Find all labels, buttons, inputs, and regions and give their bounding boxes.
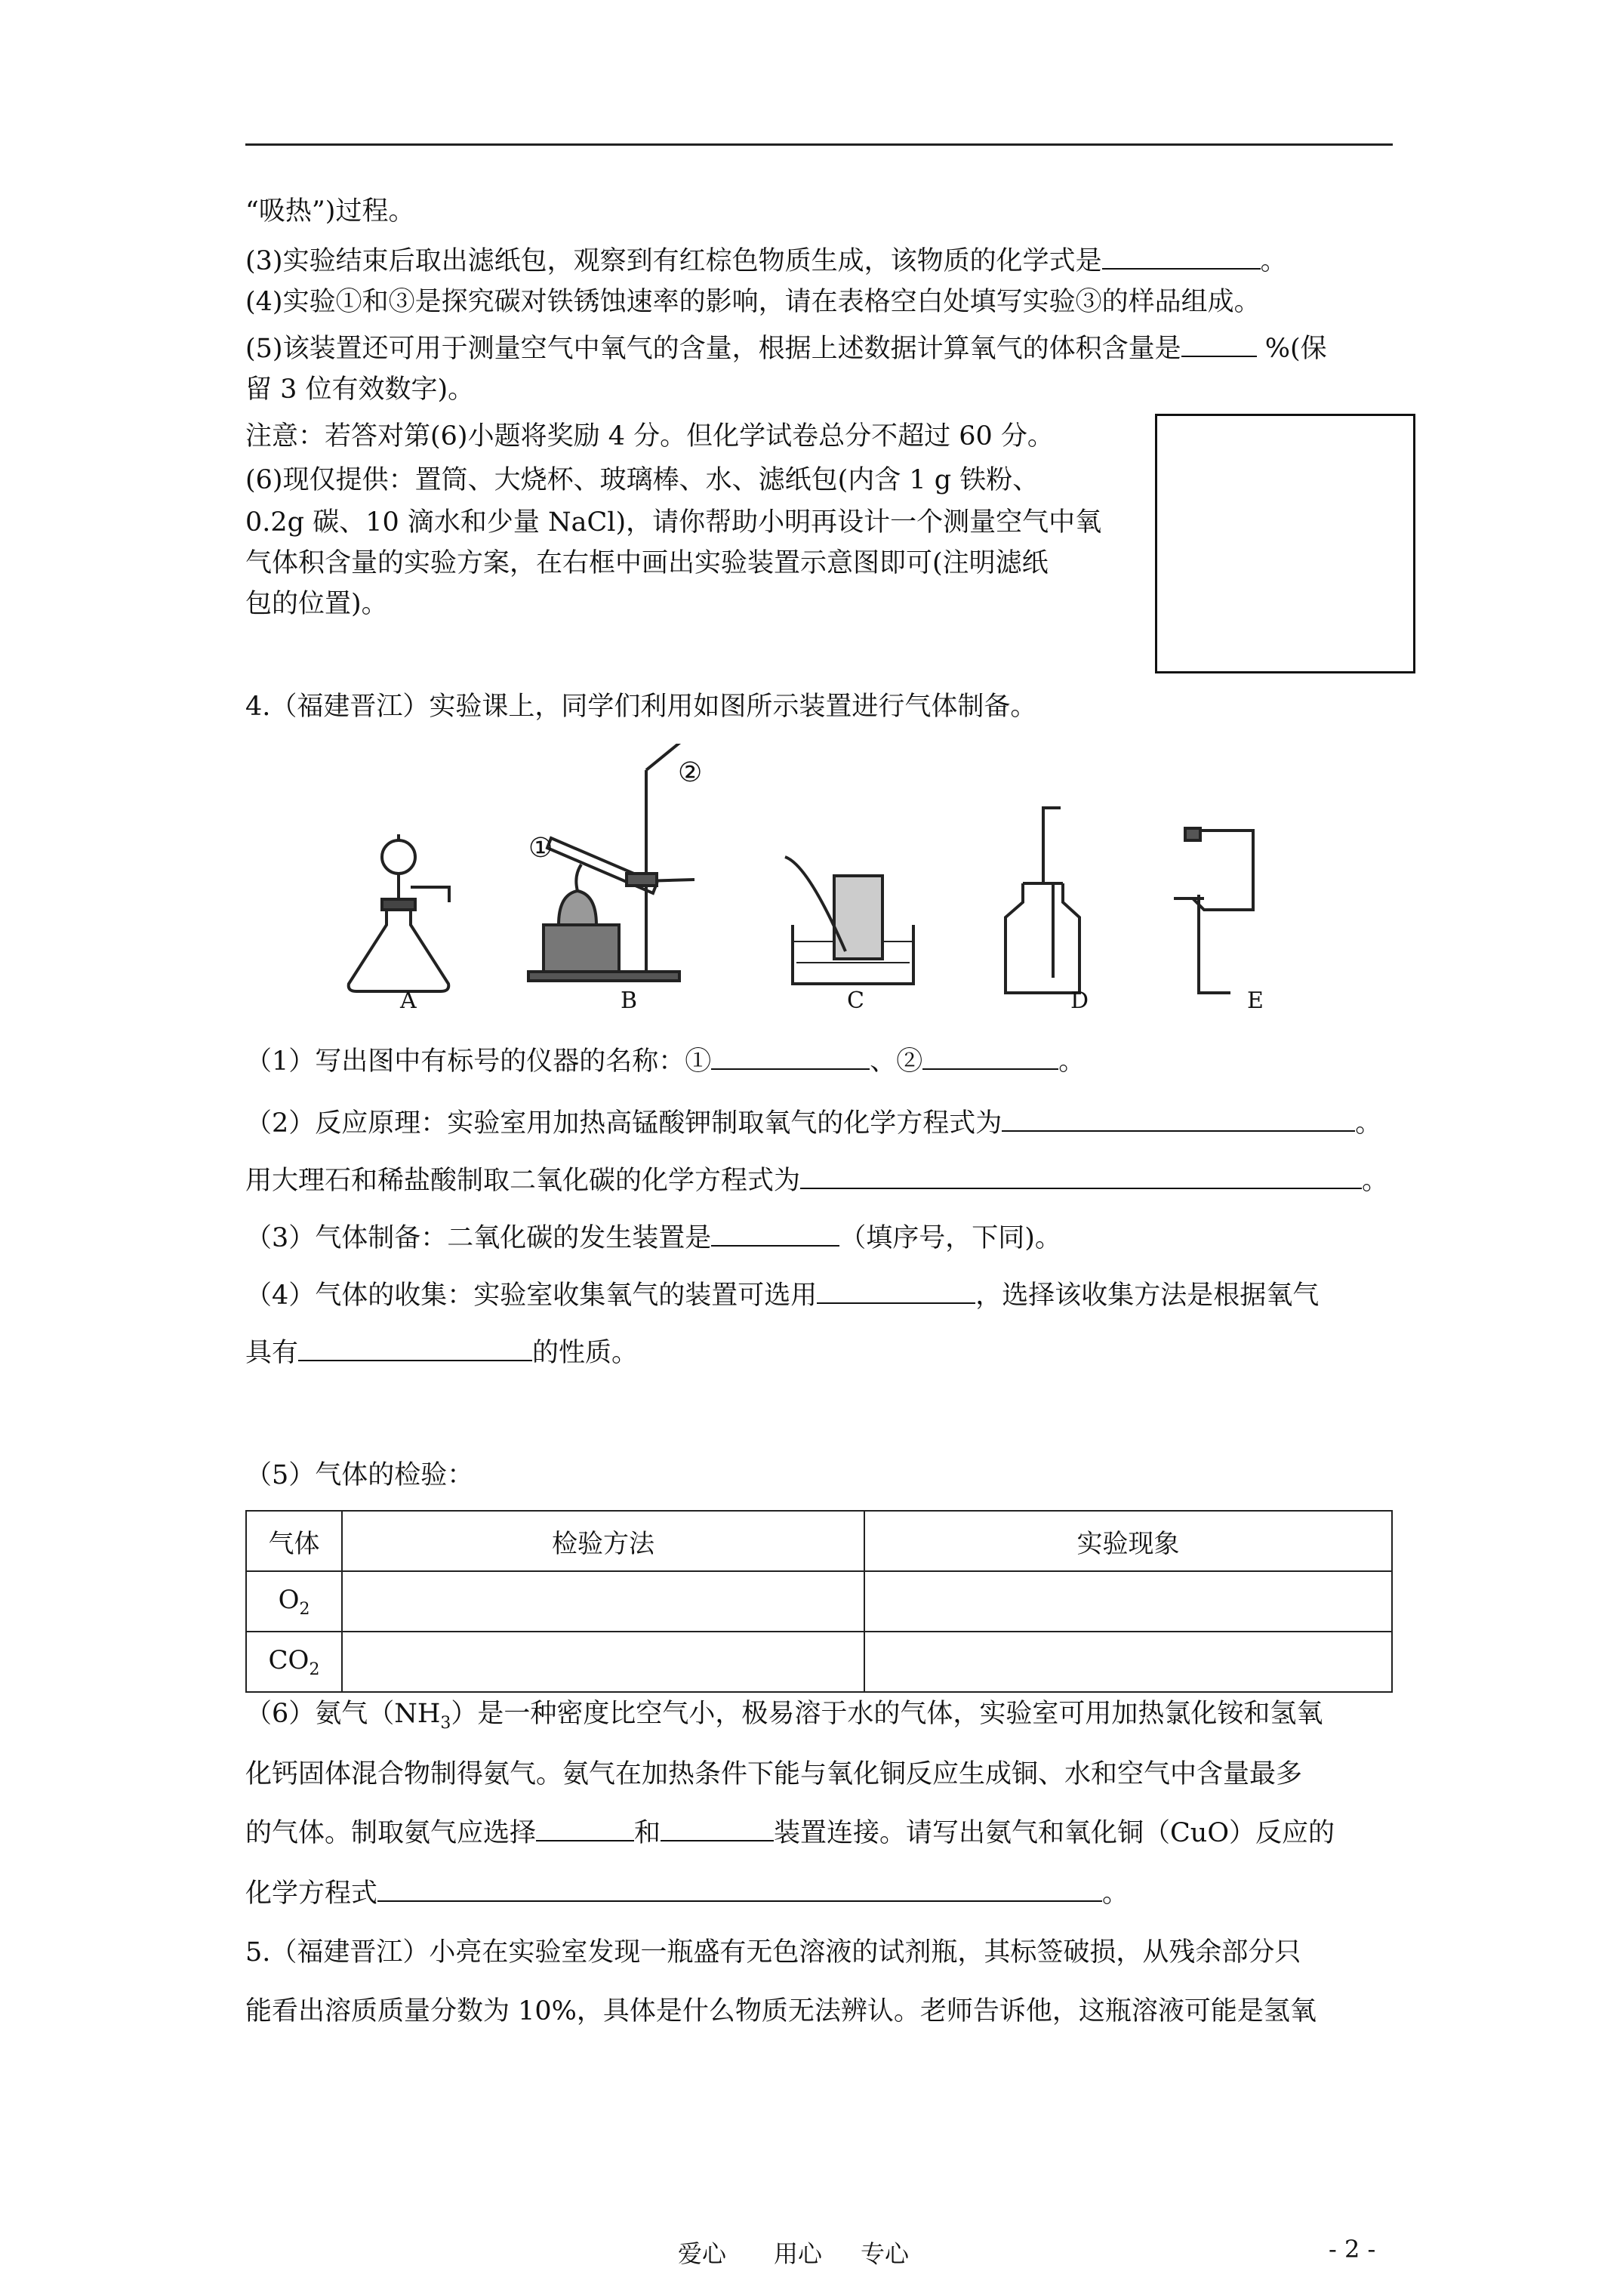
answer-blank[interactable] [711, 1222, 839, 1247]
answer-blank[interactable] [922, 1046, 1058, 1070]
text-line: 化钙固体混合物制得氨气。氨气在加热条件下能与氧化铜反应生成铜、水和空气中含量最多 [245, 1759, 1303, 1789]
answer-blank[interactable] [1102, 245, 1261, 270]
drawing-answer-box[interactable] [1155, 414, 1415, 673]
footer-motto-2: 用心 [774, 2239, 823, 2268]
question-4-6-equation [245, 1877, 1129, 1910]
text-line: 气体积含量的实验方案，在右框中画出实验装置示意图即可(注明滤纸 [245, 548, 1049, 578]
gas-cell [246, 1632, 342, 1692]
text-line: 包的位置)。 [245, 589, 388, 619]
text-span: %(保 [1264, 334, 1327, 364]
phenomenon-cell[interactable] [864, 1632, 1392, 1692]
text-span: 和 [634, 1818, 661, 1848]
text-span: ）是一种密度比空气小，极易溶于水的气体，实验室可用加热氯化铵和氢氧 [451, 1699, 1323, 1729]
answer-blank[interactable] [1002, 1108, 1355, 1132]
text-line: 留 3 位有效数字)。 [245, 374, 475, 405]
method-cell[interactable] [342, 1571, 864, 1632]
question-4-2-cont [245, 1164, 1388, 1197]
text-span: （6）氨气（NH [245, 1699, 441, 1729]
table-row [246, 1571, 1392, 1632]
gas-formula: CO [268, 1644, 310, 1675]
text-span: 、② [870, 1046, 923, 1077]
answer-blank[interactable] [800, 1165, 1362, 1189]
question-4-6 [245, 1697, 1323, 1740]
text-line: 0.2g 碳、10 滴水和少量 NaCl)，请你帮助小明再设计一个测量空气中氧 [245, 507, 1102, 538]
question-4-6-cont [245, 1817, 1335, 1850]
apparatus-c-trough [785, 857, 913, 984]
subscript: 3 [440, 1714, 451, 1733]
answer-blank[interactable] [661, 1817, 774, 1841]
question-3-3 [245, 245, 1287, 278]
apparatus-a-flask [349, 834, 449, 991]
table-row [246, 1632, 1392, 1692]
text-span: （填序号，下同)。 [839, 1223, 1061, 1253]
page-number: - 2 - [1329, 2235, 1376, 2264]
answer-blank[interactable] [536, 1817, 634, 1841]
phenomenon-cell[interactable] [864, 1571, 1392, 1632]
text-span: 化学方程式 [245, 1878, 378, 1909]
answer-blank[interactable] [377, 1878, 1102, 1902]
gas-test-table [245, 1510, 1393, 1693]
text-span: 的气体。制取氨气应选择 [245, 1818, 537, 1848]
subscript: 2 [309, 1660, 320, 1679]
figure-label-a: A [400, 988, 417, 1014]
figure-label-c: C [847, 988, 864, 1014]
text-line: 能看出溶质质量分数为 10%，具体是什么物质无法辨认。老师告诉他，这瓶溶液可能是氢氧 [245, 1996, 1317, 2026]
header-rule [245, 143, 1393, 146]
gas-cell [246, 1571, 342, 1632]
apparatus-figure [317, 744, 1298, 1019]
subscript: 2 [299, 1599, 310, 1619]
question-4-title: 4.（福建晋江）实验课上，同学们利用如图所示装置进行气体制备。 [245, 692, 1037, 722]
question-4-4 [245, 1279, 1319, 1312]
bonus-note: 注意：若答对第(6)小题将奖励 4 分。但化学试卷总分不超过 60 分。 [245, 421, 1054, 451]
text-span: 装置连接。请写出氨气和氧化铜（CuO）反应的 [774, 1818, 1335, 1848]
apparatus-b-heating [528, 744, 694, 981]
text-span: 的性质。 [532, 1338, 639, 1368]
answer-blank[interactable] [298, 1337, 532, 1361]
text-span: （2）反应原理：实验室用加热高锰酸钾制取氧气的化学方程式为 [245, 1108, 1002, 1139]
table-header: 检验方法 [342, 1511, 864, 1571]
answer-blank[interactable] [1181, 333, 1257, 357]
question-4-5: （5）气体的检验： [245, 1460, 474, 1490]
footer-motto-3: 专心 [861, 2239, 910, 2268]
gas-formula: O [278, 1584, 300, 1615]
text-span: 。 [1102, 1878, 1129, 1909]
text-span: (3)实验结束后取出滤纸包，观察到有红棕色物质生成，该物质的化学式是 [245, 246, 1102, 276]
text-span: 。 [1058, 1046, 1086, 1077]
table-header: 实验现象 [864, 1511, 1392, 1571]
answer-blank[interactable] [817, 1280, 975, 1304]
figure-label-d: D [1070, 988, 1089, 1014]
question-3-5 [245, 332, 1327, 365]
question-3-6: (6)现仅提供：置筒、大烧杯、玻璃棒、水、滤纸包(内含 1 g 铁粉、 [245, 465, 1039, 495]
footer-motto-1: 爱心 [678, 2239, 727, 2268]
method-cell[interactable] [342, 1632, 864, 1692]
text-span: 具有 [245, 1338, 299, 1368]
text-span: 。 [1362, 1166, 1389, 1196]
table-header-row [246, 1511, 1392, 1571]
table-header: 气体 [246, 1511, 342, 1571]
marker-1: ① [528, 833, 553, 864]
figure-label-b: B [621, 988, 638, 1014]
text-span: （4）气体的收集：实验室收集氧气的装置可选用 [245, 1281, 818, 1311]
question-5: 5.（福建晋江）小亮在实验室发现一瓶盛有无色溶液的试剂瓶，其标签破损，从残余部分只 [245, 1937, 1301, 1968]
text-line: “吸热”)过程。 [245, 196, 415, 227]
answer-blank[interactable] [711, 1046, 870, 1070]
question-4-1 [245, 1045, 1085, 1078]
text-span: (5)该装置还可用于测量空气中氧气的含量，根据上述数据计算氧气的体积含量是 [245, 334, 1181, 364]
question-4-4-cont [245, 1336, 638, 1370]
marker-2: ② [678, 757, 703, 788]
figure-label-e: E [1247, 988, 1264, 1014]
text-span: 用大理石和稀盐酸制取二氧化碳的化学方程式为 [245, 1166, 801, 1196]
question-3-4: (4)实验①和③是探究碳对铁锈蚀速率的影响，请在表格空白处填写实验③的样品组成。 [245, 287, 1261, 317]
question-4-3 [245, 1222, 1061, 1255]
text-span: 。 [1355, 1108, 1382, 1139]
text-span: ，选择该收集方法是根据氧气 [975, 1281, 1320, 1311]
apparatus-e-inverted-bottle [1174, 828, 1253, 993]
text-span: 。 [1260, 246, 1287, 276]
text-span: （1）写出图中有标号的仪器的名称：① [245, 1046, 712, 1077]
question-4-2 [245, 1107, 1381, 1140]
text-span: （3）气体制备：二氧化碳的发生装置是 [245, 1223, 712, 1253]
apparatus-d-bottle [1006, 808, 1079, 993]
